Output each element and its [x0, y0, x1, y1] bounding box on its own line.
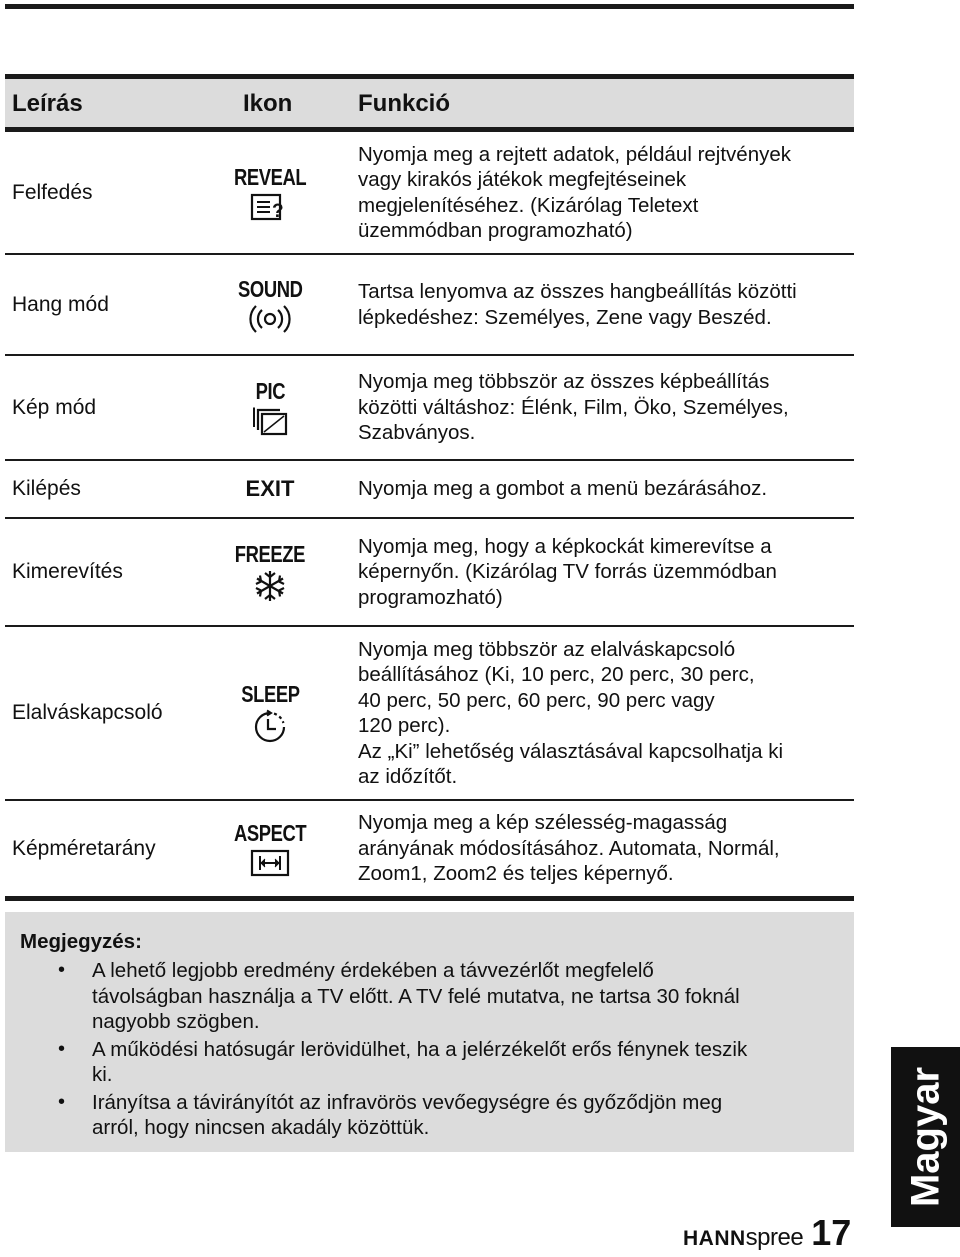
row-function: Nyomja meg a gombot a menü bezárásához. — [358, 477, 768, 501]
list-item: • A működési hatósugár lerövidülhet, ha a jelérzékelőt erős fénynek teszik ki. — [20, 1037, 834, 1088]
row-function: Nyomja meg többször az összes képbeállítás közötti váltáshoz: Élénk, Film, Öko, Személyes, Szabványos. — [358, 370, 789, 445]
table-row-picture — [5, 356, 854, 461]
reveal-icon — [250, 192, 290, 222]
note-box — [5, 912, 854, 1152]
row-icon-label: SOUND — [237, 275, 303, 302]
row-icon-cell — [200, 132, 340, 253]
row-icon-cell — [200, 801, 340, 896]
header-icon: Ikon — [243, 90, 293, 117]
snowflake-icon — [252, 569, 288, 603]
language-tab — [891, 1047, 960, 1227]
row-description: Hang mód — [12, 292, 109, 316]
row-icon-label: REVEAL — [233, 163, 307, 190]
page-number: 17 — [811, 1212, 852, 1253]
note-list — [20, 958, 834, 1141]
picture-icon — [250, 406, 290, 438]
row-description: Kilépés — [12, 477, 81, 500]
language-tab-label: Magyar — [903, 1066, 947, 1208]
top-rule — [5, 4, 854, 9]
sleep-timer-icon — [252, 709, 288, 745]
row-function: Tartsa lenyomva az összes hangbeállítás közötti lépkedéshez: Személyes, Zene vagy Beszéd. — [358, 280, 797, 329]
row-icon-cell — [200, 627, 340, 799]
brand-logo-bold: HANN — [683, 1227, 746, 1250]
row-function: Nyomja meg a rejtett adatok, például rejtvények vagy kirakós játékok megfejtéseinek megjelenítéséhez. (Kizárólag Teletext üzemmódban programozható) — [358, 142, 792, 242]
header-description: Leírás — [12, 90, 83, 117]
svg-text:?: ? — [272, 200, 284, 222]
table-row-sleep — [5, 627, 854, 801]
table-row-freeze — [5, 517, 854, 627]
row-function: Nyomja meg, hogy a képkockát kimerevítse a képernyőn. (Kizárólag TV forrás üzemmódban programozható) — [358, 534, 777, 609]
page-footer — [683, 1212, 851, 1252]
brand-logo-light: spree — [745, 1224, 804, 1251]
row-function: Nyomja meg többször az elalváskapcsoló beállításához (Ki, 10 perc, 20 perc, 30 perc, 40 perc, 50 perc, 60 perc, 90 perc vagy 120 perc). Az „Ki” lehetőség választásával kapcsolhatja ki az időzítőt. — [358, 637, 784, 788]
row-description: Felfedés — [12, 180, 93, 204]
row-icon-label: FREEZE — [234, 541, 306, 567]
row-icon-label: SLEEP — [240, 681, 300, 707]
table-row-aspect — [5, 801, 854, 901]
row-icon-cell — [200, 461, 340, 517]
row-description: Kimerevítés — [12, 560, 123, 583]
aspect-ratio-icon — [249, 848, 291, 878]
row-icon-label: ASPECT — [233, 819, 307, 846]
row-description: Képméretarány — [12, 836, 156, 860]
row-function: Nyomja meg a kép szélesség-magasság arányának módosításához. Automata, Normál, Zoom1, Zoom2 és teljes képernyő. — [358, 811, 780, 886]
row-icon-label: PIC — [255, 377, 285, 404]
row-icon-cell — [200, 519, 340, 625]
table-row-exit — [5, 461, 854, 517]
exit-icon: EXIT — [245, 476, 295, 501]
table-row-reveal — [5, 132, 854, 255]
table-header — [5, 74, 854, 132]
table-row-sound — [5, 255, 854, 356]
row-description: Kép mód — [12, 395, 97, 419]
sound-icon — [248, 304, 292, 334]
remote-functions-table — [5, 74, 854, 901]
list-item: • Irányítsa a távirányítót az infravörös vevőegységre és győződjön meg arról, hogy nincsen akadály közöttük. — [20, 1090, 834, 1141]
list-item: • A lehető legjobb eredmény érdekében a távvezérlőt megfelelő távolságban használja a TV előtt. A TV felé mutatva, ne tartsa 30 foknál nagyobb szögben. — [20, 958, 834, 1035]
row-icon-cell — [200, 255, 340, 354]
note-title: Megjegyzés: — [20, 930, 142, 953]
header-function: Funkció — [358, 90, 451, 117]
row-icon-cell — [200, 356, 340, 459]
row-description: Elalváskapcsoló — [12, 701, 163, 724]
